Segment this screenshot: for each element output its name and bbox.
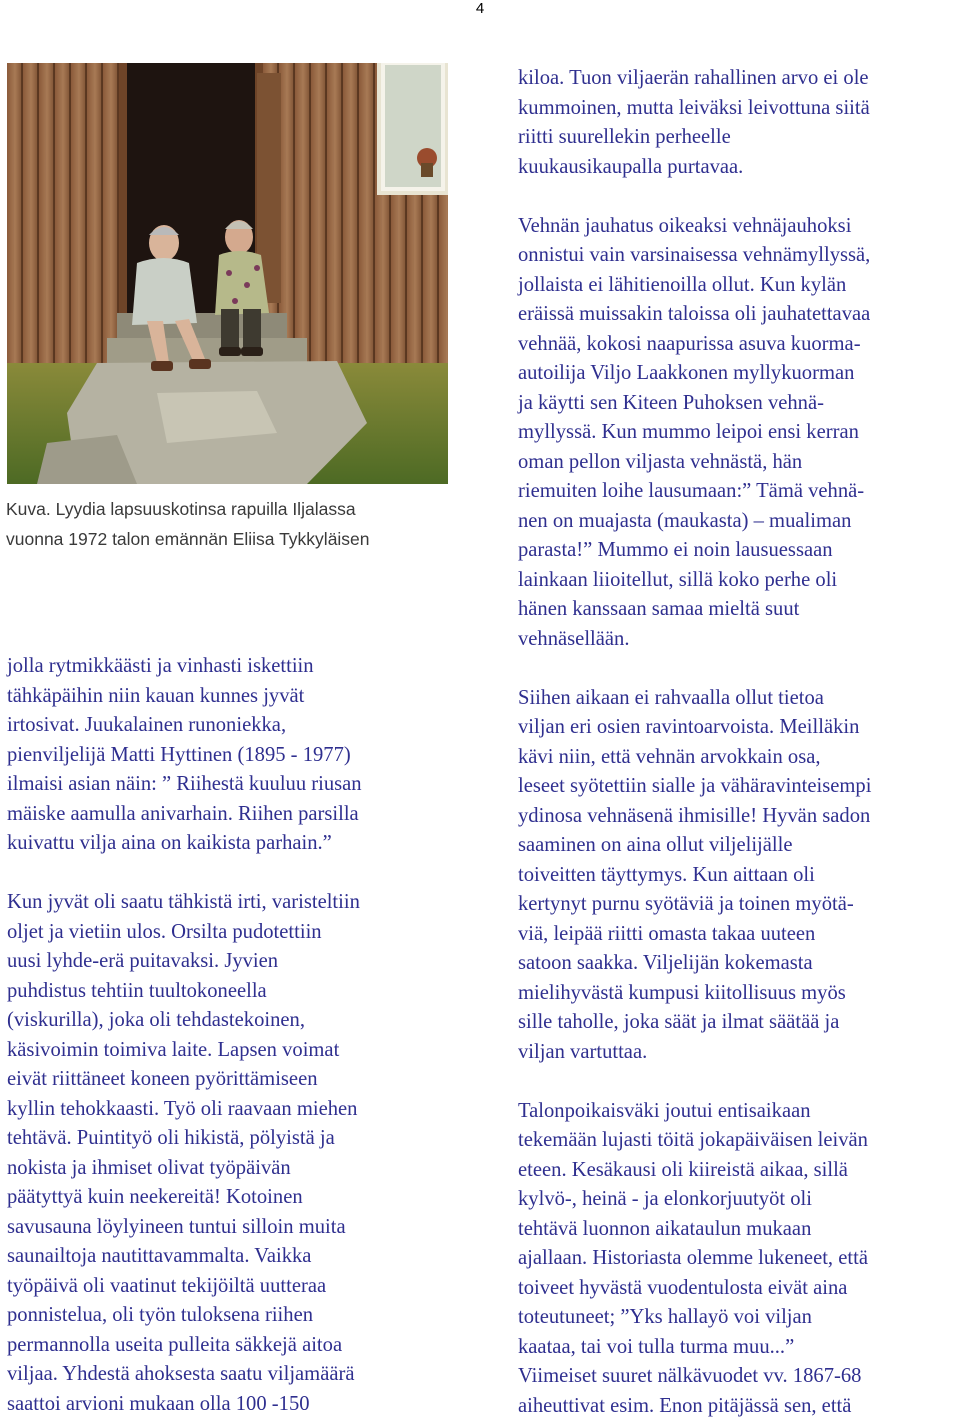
- text-line: riitti suurellekin perheelle: [518, 126, 731, 148]
- text-line: puhdistus tehtiin tuultokoneella: [7, 979, 267, 1002]
- text-line: toiveet hyvästä vuodentulosta eivät aina: [518, 1276, 848, 1299]
- text-line: kuukausikaupalla purtavaa.: [518, 155, 744, 178]
- text-line: eteen. Kesäkausi oli kiireistä aikaa, sillä: [518, 1158, 848, 1181]
- text-line: kävi niin, että vehnän arvokkain osa,: [518, 745, 821, 768]
- text-line: permannolla useita pulleita säkkejä aitoa: [7, 1333, 343, 1356]
- text-line: vehnäsellään.: [518, 627, 630, 650]
- text-line: vehnää, kokosi naapurissa asuva kuorma-: [518, 332, 861, 355]
- text-line: kyllin tehokkaasti. Työ oli raavaan miehen: [7, 1097, 358, 1120]
- text-line: satoon saakka. Viljelijän kokemasta: [518, 952, 813, 974]
- text-line: saunailtoja nautittavammalta. Vaikka: [7, 1245, 312, 1267]
- text-line: lainkaan liioitellut, sillä koko perhe oli: [518, 568, 838, 591]
- photo-two-women-on-doorstep: [7, 63, 448, 484]
- text-line: ajallaan. Historiasta olemme lukeneet, että: [518, 1247, 868, 1269]
- text-line: toiveitten täyttymys. Kun aittaan oli: [518, 863, 815, 886]
- text-line: tähkäpäihin niin kauan kunnes jyvät: [7, 684, 305, 707]
- text-line: Vehnän jauhatus oikeaksi vehnäjauhoksi: [518, 214, 852, 237]
- text-line: riemuiten loihe lausumaan:” Tämä vehnä-: [518, 480, 865, 502]
- text-line: onnistui vain varsinaisessa vehnämyllyssä,: [518, 244, 871, 266]
- text-line: viä, leipää riitti omasta takaa uuteen: [518, 922, 816, 945]
- text-line: hänen kanssaan samaa mieltä suut: [518, 598, 800, 620]
- text-line: irtosivat. Juukalainen runoniekka,: [7, 714, 287, 736]
- text-line: ponnistelua, oli työn tuloksena riihen: [7, 1304, 314, 1326]
- text-line: viljan vartuttaa.: [518, 1040, 648, 1063]
- text-line: jolla rytmikkäästi ja vinhasti iskettiin: [7, 655, 314, 677]
- text-line: toteutuneet; ”Yks hallayö voi viljan: [518, 1306, 812, 1328]
- text-line: mielihyvästä kumpusi kiitollisuus myös: [518, 981, 846, 1004]
- text-line: päätyttyä kuin neekereitä! Kotoinen: [7, 1186, 303, 1208]
- text-line: oman pellon viljasta vehnästä, hän: [518, 450, 803, 473]
- text-line: uusi lyhde-erä puitavaksi. Jyvien: [7, 950, 279, 972]
- text-line: tekemään lujasti töitä jokapäiväisen leivän: [518, 1129, 868, 1151]
- text-line: ja käytti sen Kiteen Puhoksen vehnä-: [518, 391, 824, 414]
- text-line: (viskurilla), joka oli tehdastekoinen,: [7, 1009, 305, 1031]
- text-line: oljet ja vietiin ulos. Orsilta pudotettiin: [7, 920, 322, 943]
- photo-illustration: [7, 63, 448, 484]
- text-line: ilmaisi asian näin: ” Riihestä kuuluu riusan: [7, 773, 362, 795]
- photo-caption: [6, 494, 448, 554]
- text-line: tehtävä. Puintityö oli hikistä, pölyistä ja: [7, 1127, 335, 1149]
- page-number: 4: [475, 0, 485, 17]
- text-line: viljaa. Yhdestä ahoksesta saatu viljamäärä: [7, 1363, 355, 1385]
- text-line: kertynyt purnu syötäviä ja toinen myötä-: [518, 893, 854, 915]
- text-line: sille taholle, joka säät ja ilmat säätää ja: [518, 1011, 840, 1033]
- right-text-column: [518, 64, 958, 1421]
- text-line: aiheuttivat esim. Enon pitäjässä sen, että: [518, 1394, 852, 1417]
- caption-line: vuonna 1972 talon emännän Eliisa Tykkyläisen: [6, 529, 370, 549]
- text-line: savusauna löylyineen tuntui silloin muita: [7, 1215, 346, 1238]
- text-line: viljan eri osien ravintoarvoista. Meilläkin: [518, 716, 860, 738]
- text-line: kiloa. Tuon viljaerän rahallinen arvo ei ole: [518, 67, 869, 89]
- text-line: leseet syötettiin sialle ja vähäravinteisempi: [518, 775, 872, 797]
- text-line: mäiske aamulla anivarhain. Riihen parsilla: [7, 802, 359, 825]
- text-line: kummoinen, mutta leiväksi leivottuna siitä: [518, 96, 870, 119]
- text-line: jollaista ei lähitienoilla ollut. Kun kylän: [518, 273, 847, 296]
- text-line: kaataa, tai voi tulla turma muu...”: [518, 1335, 795, 1358]
- text-line: ydinosa vehnäsenä ihmisille! Hyvän sadon: [518, 804, 871, 827]
- text-line: eräissä muissakin taloissa oli jauhatettavaa: [518, 303, 871, 325]
- text-line: saaminen on aina ollut viljelijälle: [518, 834, 793, 856]
- text-line: nen on muajasta (maukasta) – mualiman: [518, 509, 852, 532]
- text-line: kylvö-, heinä - ja elonkorjuutyöt oli: [518, 1188, 812, 1210]
- left-text-column: [7, 652, 457, 1419]
- text-line: Talonpoikaisväki joutui entisaikaan: [518, 1099, 811, 1122]
- text-line: Kun jyvät oli saatu tähkistä irti, varisteltiin: [7, 891, 360, 913]
- text-line: nokista ja ihmiset olivat työpäivän: [7, 1156, 291, 1179]
- text-line: tehtävä luonnon aikataulun mukaan: [518, 1217, 812, 1240]
- text-line: eivät riittäneet koneen pyörittämiseen: [7, 1068, 318, 1090]
- caption-line: Kuva. Lyydia lapsuuskotinsa rapuilla Iljalassa: [6, 499, 356, 519]
- text-line: myllyssä. Kun mummo leipoi ensi kerran: [518, 421, 859, 443]
- text-line: parasta!” Mummo ei noin lausuessaan: [518, 539, 833, 561]
- text-line: pienviljelijä Matti Hyttinen (1895 - 1977): [7, 743, 351, 766]
- text-line: käsivoimin toimiva laite. Lapsen voimat: [7, 1038, 340, 1061]
- text-line: saattoi arvioni mukaan olla 100 -150: [7, 1392, 310, 1415]
- text-line: Siihen aikaan ei rahvaalla ollut tietoa: [518, 686, 824, 709]
- text-line: autoilija Viljo Laakkonen myllykuorman: [518, 362, 855, 384]
- text-line: Viimeiset suuret nälkävuodet vv. 1867-68: [518, 1365, 862, 1387]
- text-line: kuivattu vilja aina on kaikista parhain.”: [7, 832, 332, 854]
- text-line: työpäivä oli vaatinut tekijöiltä uutteraa: [7, 1274, 327, 1297]
